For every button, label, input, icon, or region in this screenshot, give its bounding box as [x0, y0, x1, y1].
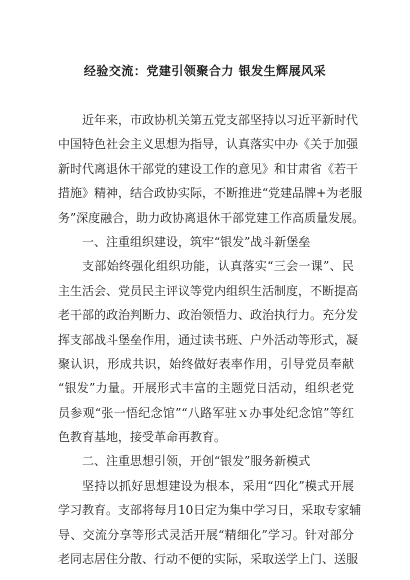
- paragraph-line: 老同志居住分散、行动不便的实际，采取送学上门、送服: [58, 552, 359, 567]
- paragraph-line: “银发”力量。开展形式丰富的主题党日活动，组织老党: [58, 381, 354, 396]
- paragraph-line: 支部始终强化组织功能，认真落实“三会一课”、民: [82, 259, 354, 274]
- paragraph-line: 学习教育。支部将每月10日定为集中学习日，采取专家辅: [58, 503, 362, 518]
- paragraph-line: 务”深度融合，助力政协离退休干部党建工作高质量发展。: [58, 210, 365, 225]
- paragraph-line: 老干部的政治判断力、政治领悟力、政治执行力。充分发: [58, 308, 359, 323]
- document-title: 经验交流：党建引领聚合力 银发生辉展风采: [83, 64, 327, 78]
- paragraph-line: 色教育基地，接受革命再教育。: [58, 430, 227, 445]
- paragraph-line: 员参观“张一悟纪念馆”“八路军驻ｘ办事处纪念馆”等红: [58, 405, 354, 420]
- section-heading: 一、注重组织建设，筑牢“银发”战斗新堡垒: [82, 234, 311, 249]
- paragraph-line: 新时代离退休干部党的建设工作的意见》和甘肃省《若干: [58, 161, 359, 176]
- paragraph-line: 主生活会、党员民主评议等党内组织生活制度，不断提高: [58, 283, 359, 298]
- section-heading: 二、注重思想引领，开创“银发”服务新模式: [82, 454, 311, 469]
- paragraph-line: 聚认识，形成共识，始终做好表率作用，引导党员奉献: [58, 356, 354, 371]
- paragraph-line: 挥支部战斗堡垒作用，通过读书班、户外活动等形式，凝: [58, 332, 359, 347]
- document-body: [58, 108, 365, 571]
- paragraph-line: 措施》精神，结合政协实际，不断推进“党建品牌+为老服: [58, 186, 363, 201]
- paragraph-line: 坚持以抓好思想建设为根本，采用“四化”模式开展: [82, 478, 354, 493]
- paragraph-line: 近年来，市政协机关第五党支部坚持以习近平新时代: [82, 113, 359, 127]
- paragraph-line: 中国特色社会主义思想为指导，认真落实中办《关于加强: [58, 137, 359, 152]
- paragraph-line: 导、交流分享等形式灵活开展“精细化”学习。针对部分: [58, 527, 354, 542]
